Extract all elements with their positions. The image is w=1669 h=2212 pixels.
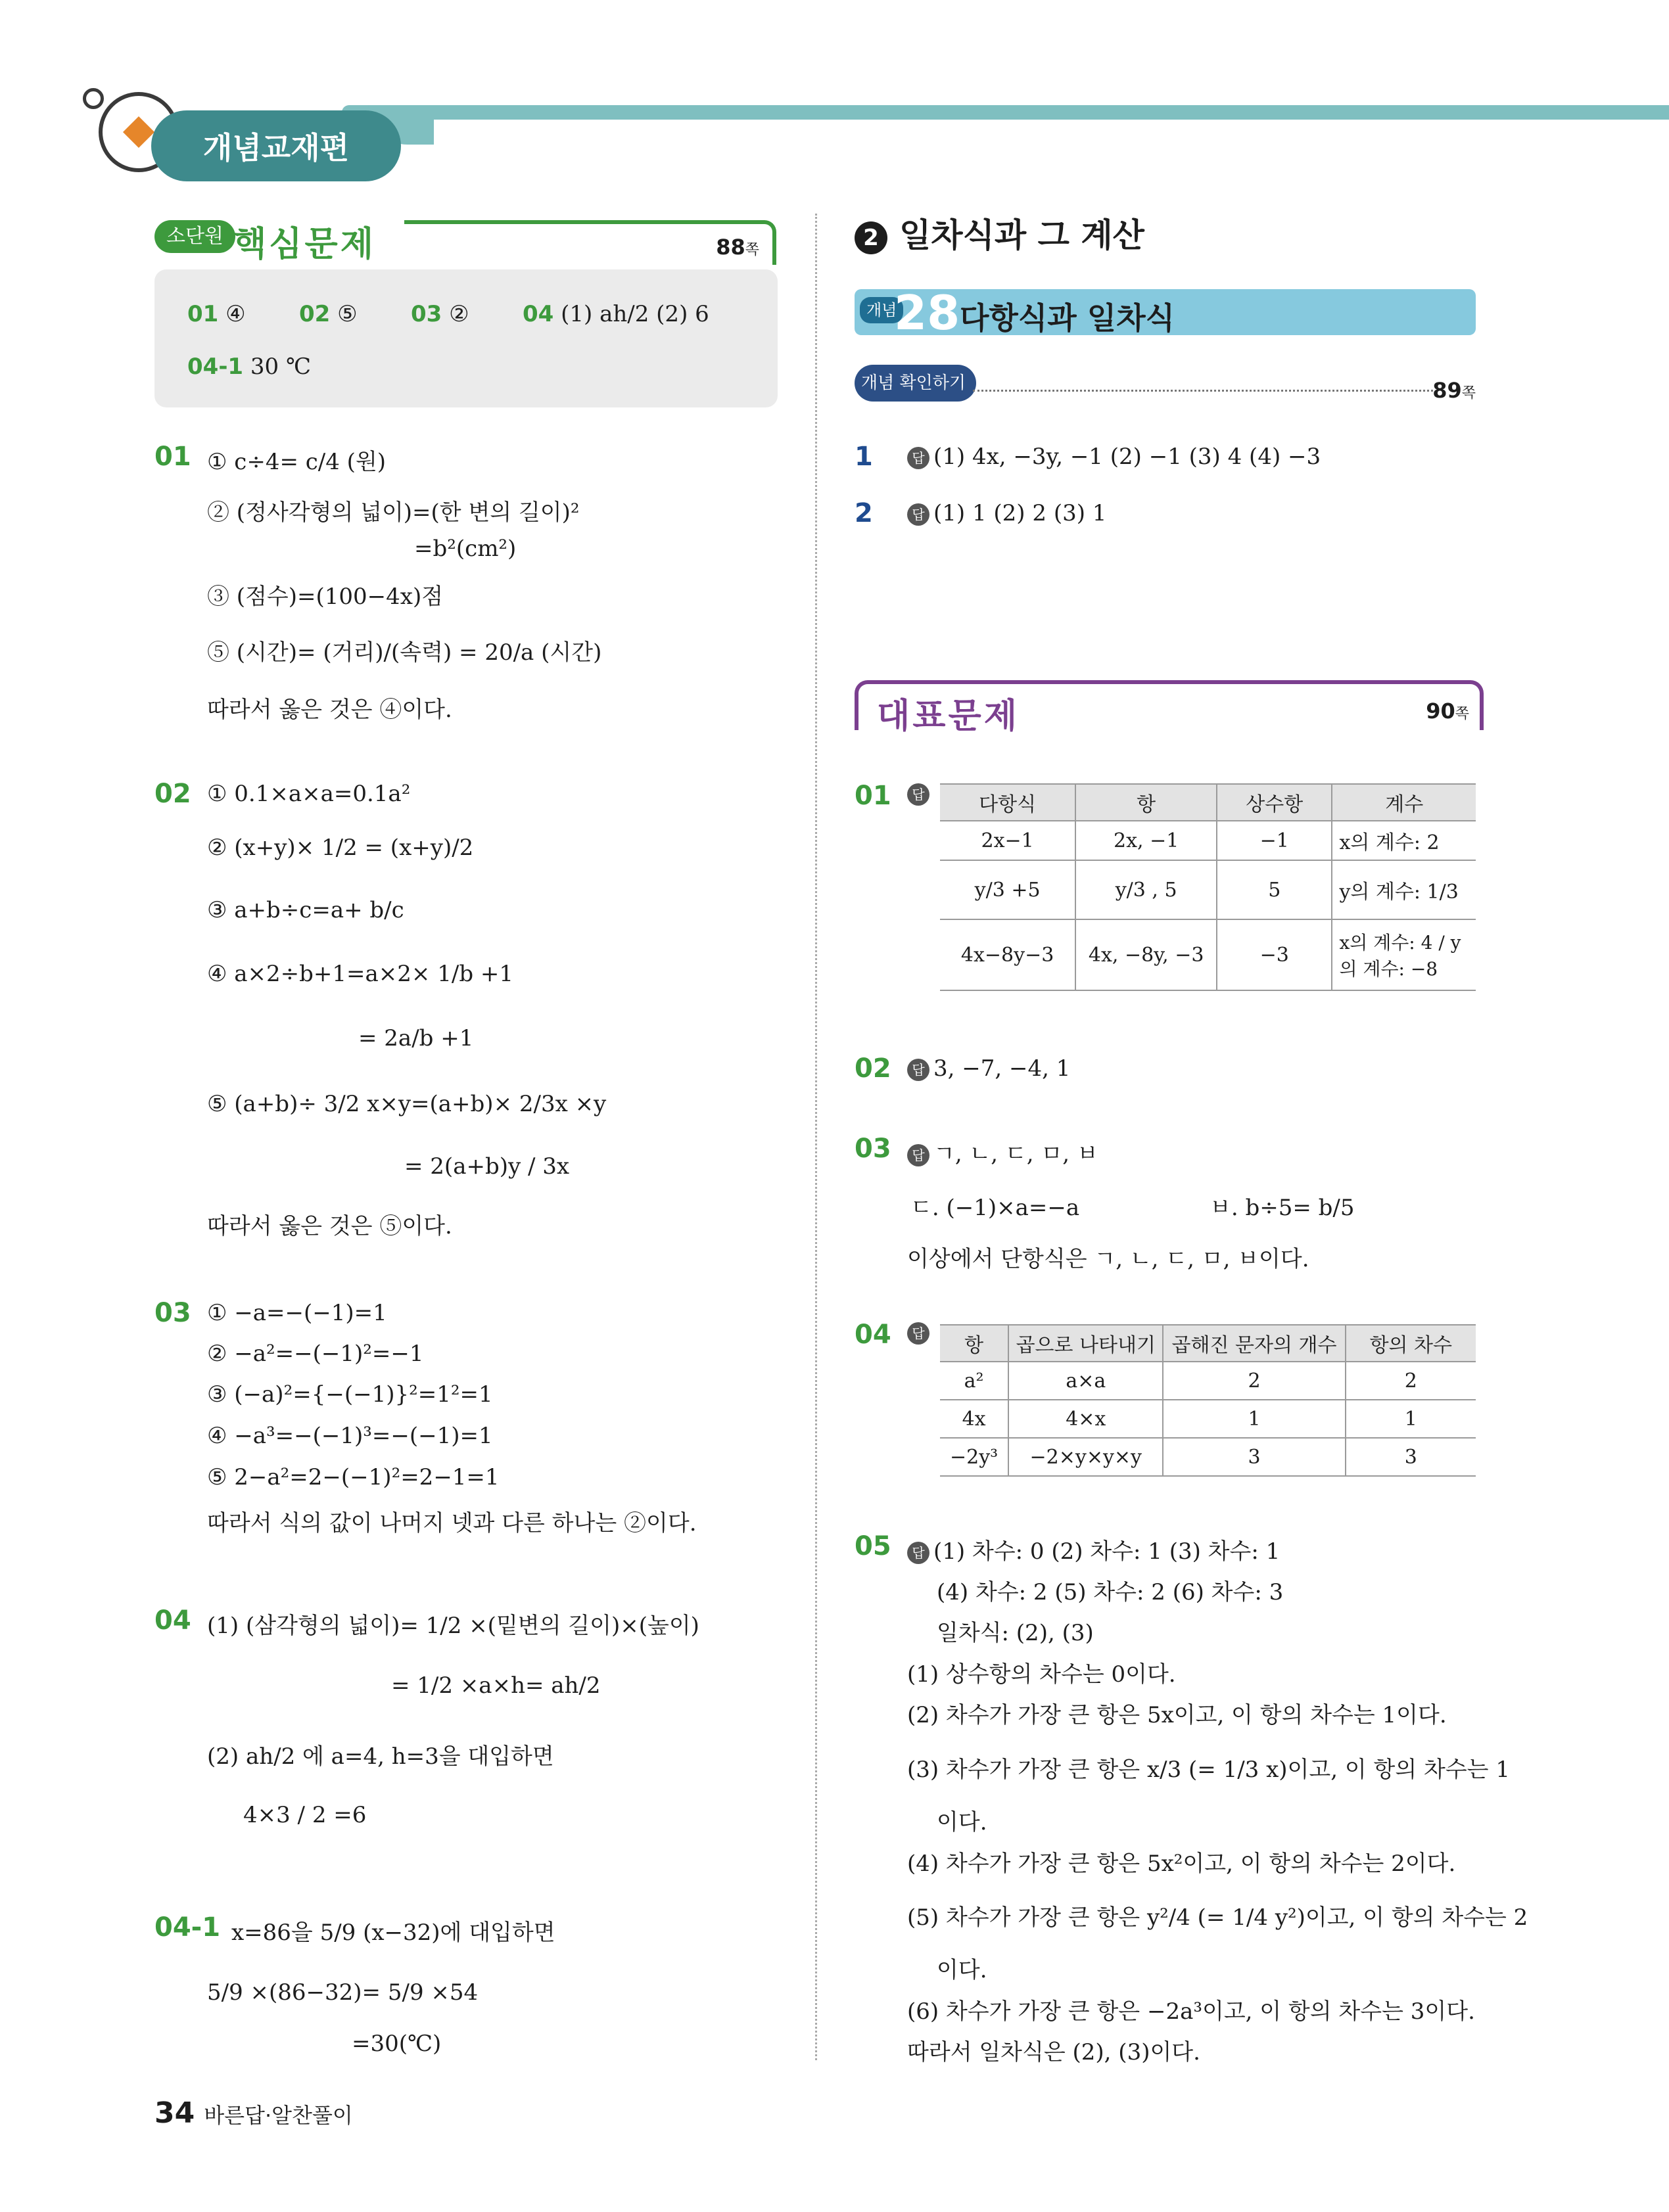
solution-line: ③ (점수)=(100−4x)점 (207, 584, 444, 610)
concept-title: 다항식과 일차식 (960, 300, 1175, 336)
term-degree-table (940, 1324, 1476, 1477)
solution-line: ㄷ. (−1)×a=−a (910, 1195, 1080, 1221)
rep-page: 90쪽 (1426, 699, 1469, 724)
chapter-title: 일차식과 그 계산 (899, 216, 1144, 254)
check-answer: 답 (1) 4x, −3y, −1 (2) −1 (3) 4 (4) −3 (907, 444, 1321, 470)
check-answer: 답 (1) 1 (2) 2 (3) 1 (907, 500, 1106, 526)
answer-line: 답 (1) 차수: 0 (2) 차수: 1 (3) 차수: 1 (907, 1533, 1280, 1565)
solution-line: (2) 차수가 가장 큰 항은 5x이고, 이 항의 차수는 1이다. (907, 1702, 1447, 1728)
solution-line: ① 0.1×a×a=0.1a² (207, 781, 411, 807)
column-divider (815, 214, 817, 2060)
solution-line: = 1/2 ×a×h= ah/2 (391, 1672, 601, 1699)
solution-line: x=86을 5/9 (x−32)에 대입하면 (231, 1920, 555, 1946)
subsection-badge: 소단원 (154, 220, 235, 253)
summary-answer: 04-1 30 ℃ (187, 354, 312, 380)
solution-line: ⑤ 2−a²=2−(−1)²=2−1=1 (207, 1464, 500, 1490)
solution-line: ① c÷4= c/4 (원) (207, 449, 387, 475)
solution-line: ① −a=−(−1)=1 (207, 1300, 387, 1326)
solution-line: (4) 차수가 가장 큰 항은 5x²이고, 이 항의 차수는 2이다. (907, 1851, 1456, 1877)
solution-line: ② (정사각형의 넓이)=(한 변의 길이)² (207, 499, 580, 526)
solution-line: (1) 상수항의 차수는 0이다. (907, 1661, 1176, 1688)
solution-line: ④ a×2÷b+1=a×2× 1/b +1 (207, 961, 514, 987)
question-number: 04-1 (154, 1912, 221, 1943)
summary-answer: 01 ④ (187, 301, 246, 327)
answer-mark-icon: 답 (907, 447, 929, 469)
solution-line: 4×3 / 2 =6 (243, 1802, 367, 1828)
solution-line: ④ −a³=−(−1)³=−(−1)=1 (207, 1423, 493, 1449)
question-number: 05 (855, 1531, 891, 1561)
section-core-problems (154, 220, 779, 264)
section-title: 핵심문제 (233, 225, 376, 264)
solution-line: ③ (−a)²={−(−1)}²=1²=1 (207, 1381, 493, 1408)
answer-mark-icon: 답 (907, 1144, 929, 1166)
question-number: 03 (154, 1298, 191, 1328)
table-row: y/3 +5 y/3 , 5 5 y의 계수: 1/3 (940, 860, 1476, 919)
solution-line: (3) 차수가 가장 큰 항은 x/3 (= 1/3 x)이고, 이 항의 차수는 1 (907, 1757, 1510, 1783)
answer-mark-icon: 답 (907, 503, 929, 526)
summary-answer: 04 (1) ah/2 (2) 6 (523, 301, 709, 327)
concept-number: 28 (894, 285, 960, 340)
solution-line: 따라서 옳은 것은 ⑤이다. (207, 1213, 452, 1239)
solution-line: 일차식: (2), (3) (937, 1620, 1094, 1646)
check-number: 2 (855, 498, 873, 528)
question-number: 01 (855, 781, 891, 811)
footer-text: 바른답·알찬풀이 (204, 2103, 353, 2128)
answer-mark-icon: 답 (907, 1322, 929, 1345)
solution-line: ② −a²=−(−1)²=−1 (207, 1341, 424, 1367)
chapter-heading (855, 209, 1144, 256)
question-number: 04 (855, 1320, 891, 1350)
solution-line: = 2(a+b)y / 3x (404, 1153, 570, 1180)
check-number: 1 (855, 442, 873, 472)
solution-line: ㅂ. b÷5= b/5 (1210, 1195, 1355, 1221)
question-number: 02 (855, 1053, 891, 1084)
question-number: 03 (855, 1134, 891, 1164)
solution-line: ⑤ (a+b)÷ 3/2 x×y=(a+b)× 2/3x ×y (207, 1091, 607, 1117)
question-number: 01 (154, 442, 191, 472)
polynomial-table (940, 783, 1476, 991)
solution-line: (1) (삼각형의 넓이)= 1/2 ×(밑변의 길이)×(높이) (207, 1613, 699, 1639)
solution-line: =30(℃) (352, 2031, 442, 2057)
table-header: 곱해진 문자의 개수 (1163, 1325, 1345, 1362)
solution-line: (2) ah/2 에 a=4, h=3을 대입하면 (207, 1743, 554, 1770)
section-page: 88쪽 (716, 235, 759, 260)
summary-answer: 02 ⑤ (299, 301, 358, 327)
answer-mark-icon: 답 (907, 1542, 929, 1564)
answer-line: 답 ㄱ, ㄴ, ㄷ, ㅁ, ㅂ (907, 1136, 1098, 1168)
answer-mark-icon: 답 (907, 1059, 929, 1081)
table-row: 4x 4×x 1 1 (940, 1400, 1476, 1438)
concept-check-badge: 개념 확인하기 (855, 365, 976, 402)
solution-line: = 2a/b +1 (358, 1025, 474, 1051)
table-header: 상수항 (1217, 784, 1332, 821)
concept-check-header (855, 365, 1476, 404)
solution-line: (4) 차수: 2 (5) 차수: 2 (6) 차수: 3 (937, 1579, 1284, 1605)
table-row: 2x−1 2x, −1 −1 x의 계수: 2 (940, 821, 1476, 860)
table-header: 항 (940, 1325, 1008, 1362)
solution-line: =b²(cm²) (414, 536, 517, 562)
question-number: 04 (154, 1605, 191, 1636)
solution-line: (6) 차수가 가장 큰 항은 −2a³이고, 이 항의 차수는 3이다. (907, 1998, 1475, 2025)
solution-line: 이다. (937, 1957, 987, 1983)
solution-line: 이상에서 단항식은 ㄱ, ㄴ, ㄷ, ㅁ, ㅂ이다. (907, 1246, 1309, 1272)
table-header: 항 (1075, 784, 1217, 821)
table-row: −2y³ −2×y×y×y 3 3 (940, 1438, 1476, 1476)
rep-title: 대표문제 (872, 688, 1025, 737)
table-header: 곱으로 나타내기 (1008, 1325, 1163, 1362)
table-header: 항의 차수 (1346, 1325, 1476, 1362)
concept-bar (855, 285, 1476, 340)
table-row: a² a×a 2 2 (940, 1362, 1476, 1400)
summary-answer: 03 ② (411, 301, 469, 327)
solution-line: ② (x+y)× 1/2 = (x+y)/2 (207, 835, 474, 861)
concept-tag: 개념 (860, 297, 903, 323)
page-number: 34 (154, 2096, 195, 2130)
table-row: 4x−8y−3 4x, −8y, −3 −3 x의 계수: 4 / y의 계수: −8 (940, 919, 1476, 990)
page-footer (154, 2096, 353, 2130)
table-header: 계수 (1332, 784, 1476, 821)
header-band (342, 105, 1669, 120)
check-page: 89쪽 (1432, 378, 1476, 403)
answer-line: 답 3, −7, −4, 1 (907, 1055, 1070, 1082)
solution-line: (5) 차수가 가장 큰 항은 y²/4 (= 1/4 y²)이고, 이 항의 차수는 2 (907, 1904, 1528, 1931)
solution-line: 따라서 옳은 것은 ④이다. (207, 697, 452, 723)
header-tab: 개념교재편 (151, 110, 401, 181)
answer-summary-box (154, 269, 778, 407)
table-header: 다항식 (940, 784, 1075, 821)
solution-line: ⑤ (시간)= (거리)/(속력) = 20/a (시간) (207, 639, 602, 666)
solution-line: ③ a+b÷c=a+ b/c (207, 897, 404, 923)
solution-line: 따라서 식의 값이 나머지 넷과 다른 하나는 ②이다. (207, 1510, 697, 1536)
representative-header (855, 680, 1484, 736)
answer-mark-icon: 답 (907, 783, 929, 806)
chapter-number: 2 (855, 221, 887, 254)
solution-line: 따라서 일차식은 (2), (3)이다. (907, 2039, 1200, 2065)
dotted-leader (973, 390, 1433, 392)
solution-line: 이다. (937, 1809, 987, 1835)
solution-line: 5/9 ×(86−32)= 5/9 ×54 (207, 1979, 479, 2006)
question-number: 02 (154, 779, 191, 809)
